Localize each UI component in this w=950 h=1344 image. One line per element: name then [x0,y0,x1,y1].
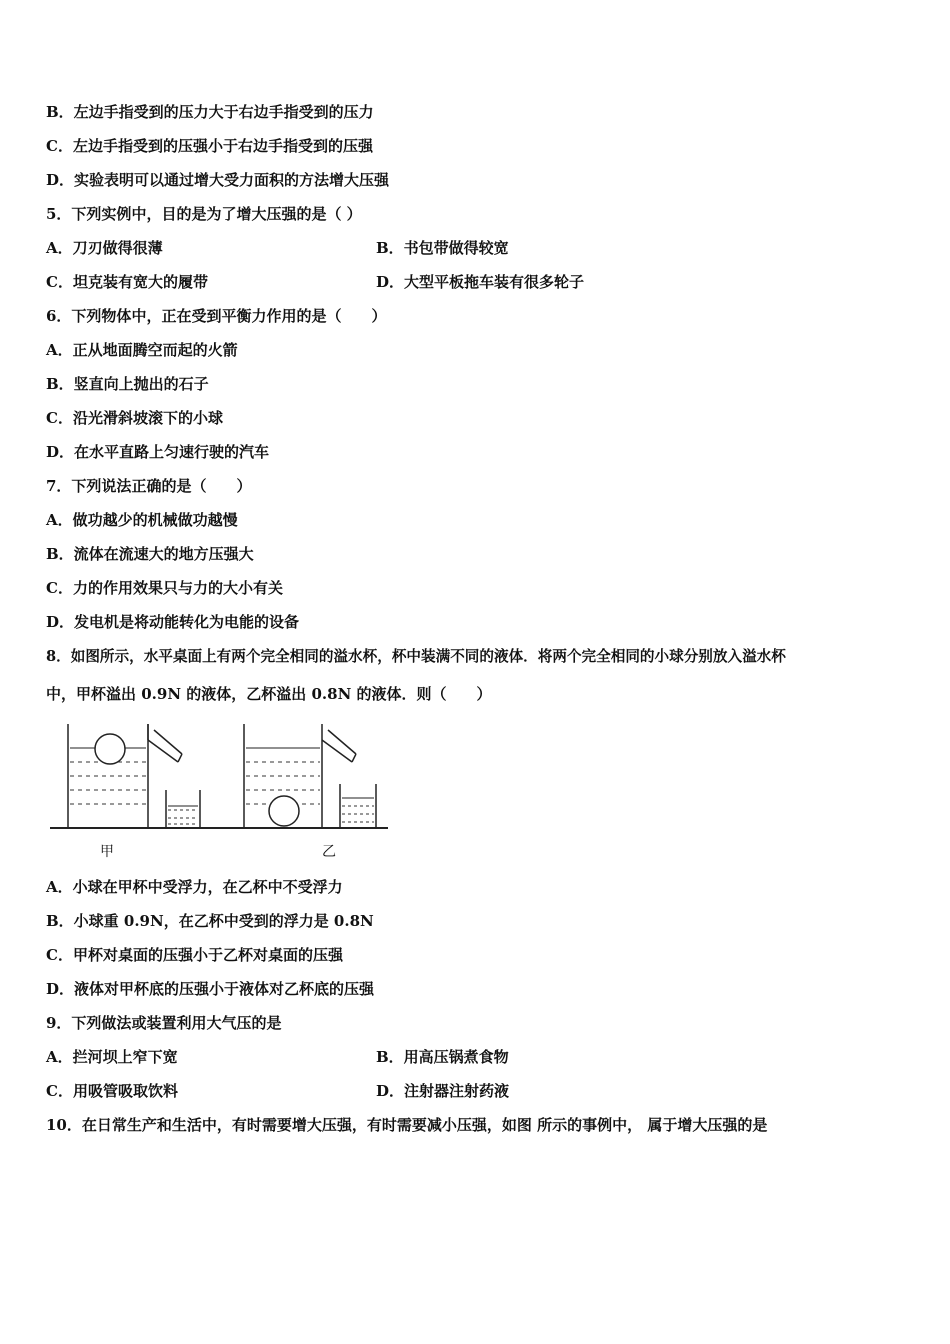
label-jia: 甲 [100,844,114,860]
cup-jia [68,724,182,828]
q7-option-a: A．做功越少的机械做功越慢 [46,511,238,529]
q10-stem: 10．在日常生产和生活中，有时需要增大压强，有时需要减小压强，如图 所示的事例中， 属于增大压强的是 [46,1116,768,1134]
q7-option-b: B．流体在流速大的地方压强大 [46,545,254,563]
overflow-cups-figure [46,718,406,863]
q7-option-c: C．力的作用效果只与力的大小有关 [46,579,283,597]
q9-options-row-2 [46,1081,906,1101]
q8-option-c: C．甲杯对桌面的压强小于乙杯对桌面的压强 [46,946,343,964]
q7-option-d: D．发电机是将动能转化为电能的设备 [46,613,300,631]
q6-option-b: B．竖直向上抛出的石子 [46,375,209,393]
q5-option-a: A．刀刃做得很薄 [46,239,163,257]
cup-yi [244,724,356,828]
q8-stem-line2: 中，甲杯溢出 0.9N 的液体，乙杯溢出 0.8N 的液体．则（ ） [46,685,492,703]
q9-option-b: B．用高压锅煮食物 [376,1048,509,1066]
q9-option-d: D．注射器注射药液 [376,1082,510,1100]
q4-option-b: B．左边手指受到的压力大于右边手指受到的压力 [46,103,374,121]
beaker-jia [166,790,200,828]
label-yi: 乙 [322,844,336,860]
q8-option-a: A．小球在甲杯中受浮力，在乙杯中不受浮力 [46,878,343,896]
q8-stem-line1: 8．如图所示，水平桌面上有两个完全相同的溢水杯，杯中装满不同的液体．将两个完全相同的小球分别放入溢水杯 [46,648,786,665]
q5-options-row-1 [46,238,906,258]
q4-option-c: C．左边手指受到的压强小于右边手指受到的压强 [46,137,373,155]
q8-option-b: B．小球重 0.9N，在乙杯中受到的浮力是 0.8N [46,912,374,930]
beaker-yi [340,784,376,828]
q5-options-row-2 [46,272,906,292]
ball-sunk [269,796,299,826]
q4-option-d: D．实验表明可以通过增大受力面积的方法增大压强 [46,171,390,189]
q6-option-d: D．在水平直路上匀速行驶的汽车 [46,443,270,461]
q8-option-d: D．液体对甲杯底的压强小于液体对乙杯底的压强 [46,980,375,998]
q5-stem: 5．下列实例中，目的是为了增大压强的是（ ） [46,205,362,223]
q9-option-c: C．用吸管吸取饮料 [46,1082,178,1100]
q9-options-row-1 [46,1047,906,1067]
q9-option-a: A．拦河坝上窄下宽 [46,1048,178,1066]
q5-option-c: C．坦克装有宽大的履带 [46,273,208,291]
q6-option-a: A．正从地面腾空而起的火箭 [46,341,238,359]
q5-option-d: D．大型平板拖车装有很多轮子 [376,273,585,291]
q5-option-b: B．书包带做得较宽 [376,239,509,257]
q7-stem: 7．下列说法正确的是（ ） [46,477,252,495]
q6-stem: 6．下列物体中，正在受到平衡力作用的是（ ） [46,307,387,325]
q6-option-c: C．沿光滑斜坡滚下的小球 [46,409,223,427]
ball-floating [95,734,125,764]
q9-stem: 9．下列做法或装置利用大气压的是 [46,1014,282,1032]
